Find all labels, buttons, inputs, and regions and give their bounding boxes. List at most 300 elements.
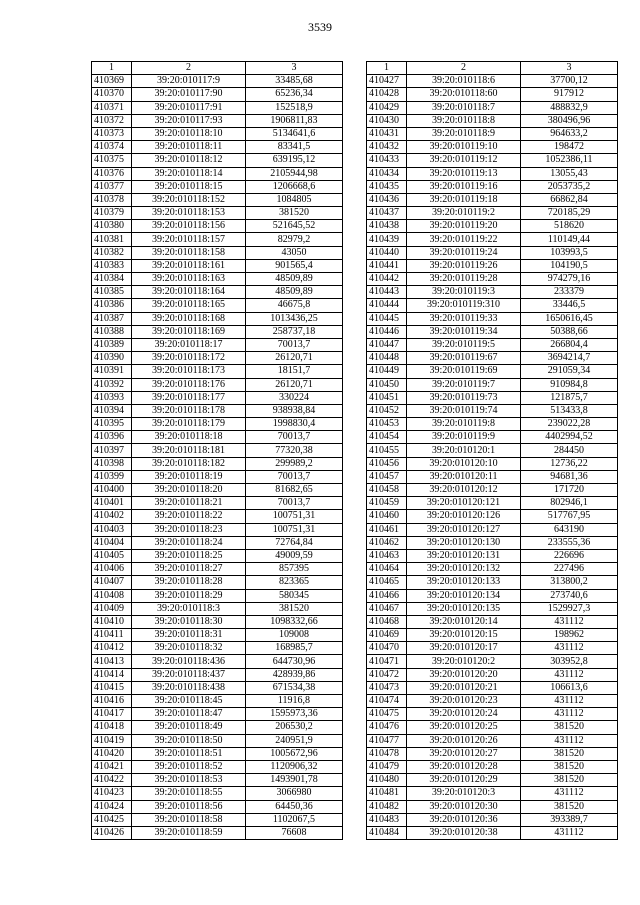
- cadastral-value: 103993,5: [521, 246, 618, 259]
- table-row: [92, 813, 343, 826]
- row-number: 410459: [367, 497, 407, 510]
- row-number: 410443: [367, 286, 407, 299]
- row-number: 410483: [367, 813, 407, 826]
- cadastral-value: 50388,66: [521, 325, 618, 338]
- table-row: [92, 127, 343, 140]
- row-number: 410424: [92, 800, 132, 813]
- row-number: 410476: [367, 721, 407, 734]
- table-row: [92, 312, 343, 325]
- table-row: [367, 734, 618, 747]
- table-row: [92, 536, 343, 549]
- cadastral-number: 39:20:010118:53: [132, 774, 246, 787]
- table-row: [367, 391, 618, 404]
- row-number: 410421: [92, 760, 132, 773]
- table-row: [367, 589, 618, 602]
- table-row: [92, 470, 343, 483]
- cadastral-value: 917912: [521, 88, 618, 101]
- row-number: 410404: [92, 536, 132, 549]
- cadastral-number: 39:20:010118:17: [132, 338, 246, 351]
- table-row: [367, 826, 618, 839]
- cadastral-value: 299989,2: [246, 457, 343, 470]
- cadastral-number: 39:20:010118:22: [132, 510, 246, 523]
- table-row: [367, 259, 618, 272]
- cadastral-number: 39:20:010120:38: [407, 826, 521, 839]
- cadastral-value: 428939,86: [246, 668, 343, 681]
- cadastral-value: 240951,9: [246, 734, 343, 747]
- cadastral-value: 381520: [521, 747, 618, 760]
- cadastral-value: 330224: [246, 391, 343, 404]
- table-row: [367, 431, 618, 444]
- table-row: [92, 114, 343, 127]
- row-number: 410470: [367, 642, 407, 655]
- cadastral-value: 82979,2: [246, 233, 343, 246]
- table-row: [367, 549, 618, 562]
- cadastral-value: 152518,9: [246, 101, 343, 114]
- row-number: 410466: [367, 589, 407, 602]
- table-row: [367, 813, 618, 826]
- cadastral-value: 431112: [521, 695, 618, 708]
- cadastral-number: 39:20:010118:178: [132, 404, 246, 417]
- cadastral-number: 39:20:010119:10: [407, 141, 521, 154]
- table-row: [92, 484, 343, 497]
- cadastral-number: 39:20:010119:8: [407, 418, 521, 431]
- row-number: 410418: [92, 721, 132, 734]
- row-number: 410407: [92, 576, 132, 589]
- table-row: [367, 378, 618, 391]
- row-number: 410400: [92, 484, 132, 497]
- cadastral-value: 1998830,4: [246, 418, 343, 431]
- cadastral-value: 121875,7: [521, 391, 618, 404]
- table-row: [367, 325, 618, 338]
- cadastral-value: 70013,7: [246, 497, 343, 510]
- cadastral-value: 226696: [521, 549, 618, 562]
- cadastral-value: 313800,2: [521, 576, 618, 589]
- row-number: 410401: [92, 497, 132, 510]
- row-number: 410426: [92, 826, 132, 839]
- table-row: [92, 338, 343, 351]
- cadastral-number: 39:20:010118:15: [132, 180, 246, 193]
- cadastral-value: 70013,7: [246, 470, 343, 483]
- row-number: 410396: [92, 431, 132, 444]
- row-number: 410448: [367, 352, 407, 365]
- table-row: [92, 154, 343, 167]
- table-row: [367, 141, 618, 154]
- cadastral-number: 39:20:010118:51: [132, 747, 246, 760]
- header-row: [92, 62, 343, 75]
- cadastral-value: 37700,12: [521, 75, 618, 88]
- table-row: [367, 299, 618, 312]
- cadastral-value: 168985,7: [246, 642, 343, 655]
- table-row: [92, 299, 343, 312]
- row-number: 410425: [92, 813, 132, 826]
- cadastral-value: 94681,36: [521, 470, 618, 483]
- table-row: [92, 826, 343, 839]
- cadastral-number: 39:20:010120:28: [407, 760, 521, 773]
- cadastral-number: 39:20:010117:91: [132, 101, 246, 114]
- cadastral-value: 4402994,52: [521, 431, 618, 444]
- row-number: 410474: [367, 695, 407, 708]
- cadastral-value: 227496: [521, 563, 618, 576]
- table-row: [367, 193, 618, 206]
- row-number: 410377: [92, 180, 132, 193]
- cadastral-number: 39:20:010118:29: [132, 589, 246, 602]
- table-row: [367, 101, 618, 114]
- cadastral-number: 39:20:010118:168: [132, 312, 246, 325]
- table-row: [92, 220, 343, 233]
- cadastral-number: 39:20:010118:6: [407, 75, 521, 88]
- cadastral-value: 381520: [246, 207, 343, 220]
- cadastral-value: 1493901,78: [246, 774, 343, 787]
- cadastral-number: 39:20:010118:32: [132, 642, 246, 655]
- cadastral-value: 109008: [246, 629, 343, 642]
- cadastral-number: 39:20:010119:33: [407, 312, 521, 325]
- cadastral-number: 39:20:010118:158: [132, 246, 246, 259]
- cadastral-number: 39:20:010118:11: [132, 141, 246, 154]
- table-row: [367, 207, 618, 220]
- cadastral-value: 644730,96: [246, 655, 343, 668]
- row-number: 410393: [92, 391, 132, 404]
- cadastral-value: 381520: [521, 721, 618, 734]
- table-row: [92, 615, 343, 628]
- cadastral-number: 39:20:010120:12: [407, 484, 521, 497]
- table-row: [92, 444, 343, 457]
- table-row: [367, 642, 618, 655]
- cadastral-number: 39:20:010119:5: [407, 338, 521, 351]
- cadastral-value: 171720: [521, 484, 618, 497]
- table-row: [367, 154, 618, 167]
- row-number: 410415: [92, 681, 132, 694]
- cadastral-number: 39:20:010119:3: [407, 286, 521, 299]
- cadastral-value: 81682,65: [246, 484, 343, 497]
- cadastral-value: 901565,4: [246, 259, 343, 272]
- cadastral-value: 106613,6: [521, 681, 618, 694]
- row-number: 410410: [92, 615, 132, 628]
- table-row: [92, 523, 343, 536]
- cadastral-number: 39:20:010118:436: [132, 655, 246, 668]
- table-row: [92, 668, 343, 681]
- table-row: [367, 273, 618, 286]
- cadastral-number: 39:20:010119:16: [407, 180, 521, 193]
- cadastral-number: 39:20:010118:169: [132, 325, 246, 338]
- cadastral-value: 518620: [521, 220, 618, 233]
- cadastral-value: 233379: [521, 286, 618, 299]
- table-row: [92, 774, 343, 787]
- table-row: [367, 563, 618, 576]
- cadastral-value: 239022,28: [521, 418, 618, 431]
- cadastral-number: 39:20:010120:17: [407, 642, 521, 655]
- cadastral-value: 72764,84: [246, 536, 343, 549]
- column-header-3: 3: [521, 62, 618, 75]
- row-number: 410379: [92, 207, 132, 220]
- right-cadastral-table: [366, 61, 618, 840]
- header-row: [367, 62, 618, 75]
- row-number: 410381: [92, 233, 132, 246]
- row-number: 410461: [367, 523, 407, 536]
- cadastral-value: 70013,7: [246, 431, 343, 444]
- cadastral-value: 46675,8: [246, 299, 343, 312]
- cadastral-value: 431112: [521, 642, 618, 655]
- page-number: 3539: [308, 20, 332, 34]
- cadastral-number: 39:20:010119:7: [407, 378, 521, 391]
- cadastral-number: 39:20:010120:135: [407, 602, 521, 615]
- row-number: 410397: [92, 444, 132, 457]
- cadastral-number: 39:20:010118:24: [132, 536, 246, 549]
- table-row: [367, 800, 618, 813]
- table-row: [367, 484, 618, 497]
- row-number: 410406: [92, 563, 132, 576]
- cadastral-value: 720185,29: [521, 207, 618, 220]
- cadastral-number: 39:20:010120:121: [407, 497, 521, 510]
- row-number: 410432: [367, 141, 407, 154]
- row-number: 410450: [367, 378, 407, 391]
- cadastral-value: 77320,38: [246, 444, 343, 457]
- table-row: [92, 760, 343, 773]
- row-number: 410456: [367, 457, 407, 470]
- cadastral-value: 857395: [246, 563, 343, 576]
- row-number: 410477: [367, 734, 407, 747]
- cadastral-value: 974279,16: [521, 273, 618, 286]
- row-number: 410409: [92, 602, 132, 615]
- row-number: 410481: [367, 787, 407, 800]
- column-header-1: 1: [92, 62, 132, 75]
- cadastral-number: 39:20:010119:9: [407, 431, 521, 444]
- cadastral-value: 18151,7: [246, 365, 343, 378]
- cadastral-value: 1098332,66: [246, 615, 343, 628]
- row-number: 410468: [367, 615, 407, 628]
- cadastral-value: 1084805: [246, 193, 343, 206]
- table-row: [367, 312, 618, 325]
- cadastral-number: 39:20:010119:12: [407, 154, 521, 167]
- row-number: 410392: [92, 378, 132, 391]
- row-number: 410458: [367, 484, 407, 497]
- cadastral-value: 521645,52: [246, 220, 343, 233]
- cadastral-number: 39:20:010118:18: [132, 431, 246, 444]
- table-row: [92, 549, 343, 562]
- cadastral-number: 39:20:010120:20: [407, 668, 521, 681]
- row-number: 410372: [92, 114, 132, 127]
- cadastral-value: 431112: [521, 708, 618, 721]
- cadastral-number: 39:20:010117:9: [132, 75, 246, 88]
- row-number: 410445: [367, 312, 407, 325]
- cadastral-value: 76608: [246, 826, 343, 839]
- column-header-2: 2: [132, 62, 246, 75]
- cadastral-number: 39:20:010118:59: [132, 826, 246, 839]
- cadastral-number: 39:20:010118:45: [132, 695, 246, 708]
- cadastral-number: 39:20:010118:50: [132, 734, 246, 747]
- row-number: 410431: [367, 127, 407, 140]
- cadastral-number: 39:20:010120:23: [407, 695, 521, 708]
- table-row: [92, 167, 343, 180]
- table-row: [367, 404, 618, 417]
- table-row: [367, 615, 618, 628]
- table-row: [92, 497, 343, 510]
- table-row: [367, 576, 618, 589]
- cadastral-number: 39:20:010117:90: [132, 88, 246, 101]
- cadastral-number: 39:20:010120:133: [407, 576, 521, 589]
- cadastral-number: 39:20:010119:310: [407, 299, 521, 312]
- cadastral-value: 964633,2: [521, 127, 618, 140]
- cadastral-value: 258737,18: [246, 325, 343, 338]
- row-number: 410452: [367, 404, 407, 417]
- cadastral-value: 266804,4: [521, 338, 618, 351]
- cadastral-number: 39:20:010120:27: [407, 747, 521, 760]
- cadastral-value: 303952,8: [521, 655, 618, 668]
- cadastral-value: 2105944,98: [246, 167, 343, 180]
- cadastral-number: 39:20:010120:11: [407, 470, 521, 483]
- row-number: 410442: [367, 273, 407, 286]
- row-number: 410402: [92, 510, 132, 523]
- row-number: 410370: [92, 88, 132, 101]
- row-number: 410369: [92, 75, 132, 88]
- cadastral-value: 488832,9: [521, 101, 618, 114]
- cadastral-value: 48509,89: [246, 286, 343, 299]
- row-number: 410385: [92, 286, 132, 299]
- cadastral-number: 39:20:010118:437: [132, 668, 246, 681]
- row-number: 410480: [367, 774, 407, 787]
- cadastral-value: 70013,7: [246, 338, 343, 351]
- table-row: [367, 668, 618, 681]
- table-row: [367, 114, 618, 127]
- cadastral-value: 393389,7: [521, 813, 618, 826]
- cadastral-number: 39:20:010118:176: [132, 378, 246, 391]
- cadastral-value: 823365: [246, 576, 343, 589]
- cadastral-number: 39:20:010120:132: [407, 563, 521, 576]
- cadastral-value: 910984,8: [521, 378, 618, 391]
- row-number: 410423: [92, 787, 132, 800]
- row-number: 410435: [367, 180, 407, 193]
- row-number: 410464: [367, 563, 407, 576]
- row-number: 410374: [92, 141, 132, 154]
- table-row: [367, 457, 618, 470]
- cadastral-number: 39:20:010118:14: [132, 167, 246, 180]
- cadastral-number: 39:20:010120:10: [407, 457, 521, 470]
- cadastral-value: 1529927,3: [521, 602, 618, 615]
- table-row: [367, 470, 618, 483]
- table-row: [367, 510, 618, 523]
- cadastral-value: 65236,34: [246, 88, 343, 101]
- cadastral-number: 39:20:010118:28: [132, 576, 246, 589]
- cadastral-number: 39:20:010119:2: [407, 207, 521, 220]
- cadastral-value: 13055,43: [521, 167, 618, 180]
- table-row: [367, 708, 618, 721]
- cadastral-value: 639195,12: [246, 154, 343, 167]
- row-number: 410454: [367, 431, 407, 444]
- row-number: 410375: [92, 154, 132, 167]
- cadastral-number: 39:20:010120:36: [407, 813, 521, 826]
- table-row: [367, 365, 618, 378]
- table-row: [367, 721, 618, 734]
- row-number: 410475: [367, 708, 407, 721]
- cadastral-number: 39:20:010118:164: [132, 286, 246, 299]
- cadastral-number: 39:20:010118:163: [132, 273, 246, 286]
- cadastral-number: 39:20:010118:438: [132, 681, 246, 694]
- cadastral-number: 39:20:010120:24: [407, 708, 521, 721]
- cadastral-value: 1013436,25: [246, 312, 343, 325]
- table-row: [92, 563, 343, 576]
- row-number: 410373: [92, 127, 132, 140]
- row-number: 410471: [367, 655, 407, 668]
- cadastral-number: 39:20:010119:26: [407, 259, 521, 272]
- cadastral-value: 513433,8: [521, 404, 618, 417]
- table-row: [367, 233, 618, 246]
- cadastral-number: 39:20:010120:30: [407, 800, 521, 813]
- row-number: 410411: [92, 629, 132, 642]
- column-header-2: 2: [407, 62, 521, 75]
- cadastral-number: 39:20:010118:153: [132, 207, 246, 220]
- row-number: 410484: [367, 826, 407, 839]
- row-number: 410457: [367, 470, 407, 483]
- cadastral-number: 39:20:010119:13: [407, 167, 521, 180]
- cadastral-number: 39:20:010119:22: [407, 233, 521, 246]
- cadastral-number: 39:20:010118:23: [132, 523, 246, 536]
- cadastral-number: 39:20:010120:131: [407, 549, 521, 562]
- cadastral-number: 39:20:010118:27: [132, 563, 246, 576]
- row-number: 410436: [367, 193, 407, 206]
- table-row: [92, 629, 343, 642]
- cadastral-value: 11916,8: [246, 695, 343, 708]
- table-row: [367, 602, 618, 615]
- cadastral-value: 1052386,11: [521, 154, 618, 167]
- table-row: [367, 695, 618, 708]
- row-number: 410380: [92, 220, 132, 233]
- row-number: 410412: [92, 642, 132, 655]
- left-cadastral-table: [91, 61, 343, 840]
- table-row: [92, 418, 343, 431]
- cadastral-number: 39:20:010118:47: [132, 708, 246, 721]
- row-number: 410434: [367, 167, 407, 180]
- cadastral-number: 39:20:010118:9: [407, 127, 521, 140]
- cadastral-value: 3066980: [246, 787, 343, 800]
- cadastral-value: 3694214,7: [521, 352, 618, 365]
- row-number: 410430: [367, 114, 407, 127]
- row-number: 410429: [367, 101, 407, 114]
- row-number: 410422: [92, 774, 132, 787]
- cadastral-value: 802946,1: [521, 497, 618, 510]
- cadastral-value: 104190,5: [521, 259, 618, 272]
- cadastral-value: 26120,71: [246, 378, 343, 391]
- cadastral-number: 39:20:010118:161: [132, 259, 246, 272]
- table-row: [92, 193, 343, 206]
- cadastral-number: 39:20:010118:55: [132, 787, 246, 800]
- cadastral-number: 39:20:010118:19: [132, 470, 246, 483]
- table-row: [92, 352, 343, 365]
- table-row: [367, 180, 618, 193]
- cadastral-number: 39:20:010120:126: [407, 510, 521, 523]
- cadastral-number: 39:20:010119:28: [407, 273, 521, 286]
- row-number: 410427: [367, 75, 407, 88]
- cadastral-number: 39:20:010119:67: [407, 352, 521, 365]
- table-row: [92, 655, 343, 668]
- table-row: [92, 101, 343, 114]
- cadastral-value: 381520: [246, 602, 343, 615]
- table-row: [367, 286, 618, 299]
- cadastral-value: 2053735,2: [521, 180, 618, 193]
- cadastral-value: 1102067,5: [246, 813, 343, 826]
- row-number: 410444: [367, 299, 407, 312]
- row-number: 410463: [367, 549, 407, 562]
- cadastral-value: 49009,59: [246, 549, 343, 562]
- cadastral-number: 39:20:010118:8: [407, 114, 521, 127]
- cadastral-number: 39:20:010119:24: [407, 246, 521, 259]
- cadastral-number: 39:20:010120:14: [407, 615, 521, 628]
- table-row: [367, 681, 618, 694]
- row-number: 410394: [92, 404, 132, 417]
- table-row: [92, 510, 343, 523]
- table-row: [367, 338, 618, 351]
- cadastral-number: 39:20:010118:3: [132, 602, 246, 615]
- row-number: 410398: [92, 457, 132, 470]
- cadastral-value: 431112: [521, 668, 618, 681]
